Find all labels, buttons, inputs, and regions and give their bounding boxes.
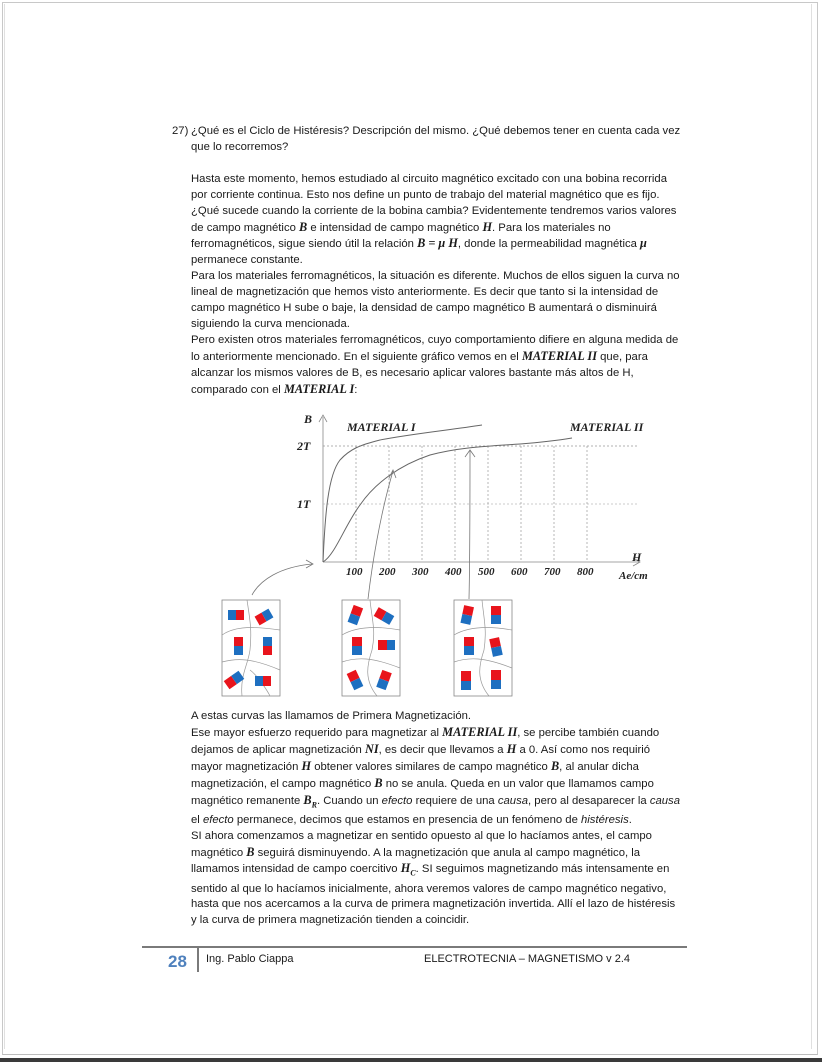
question-text: ¿Qué es el Ciclo de Histéresis? Descripción del mismo. ¿Qué debemos tener en cuenta cada vez que lo recorremos? bbox=[191, 125, 681, 153]
svg-text:200: 200 bbox=[379, 566, 396, 578]
paragraph-2: ¿Qué sucede cuando la corriente de la bobina cambia? Evidentemente tendremos varios valores de campo magnético B e intensidad de campo magnético H. Para los materiales no ferromagnéticos, sigue siendo útil la relación B = μ H, donde la permeabilidad magnética μ permanece constante. bbox=[191, 204, 677, 267]
document-body bbox=[172, 124, 682, 399]
x-axis-label: H bbox=[632, 550, 642, 564]
y-tick-2T: 2T bbox=[297, 439, 311, 453]
svg-text:100: 100 bbox=[346, 566, 363, 578]
paragraph-1: Hasta este momento, hemos estudiado al circuito magnético excitado con una bobina recorrida por corriente continua. Esto nos define un punto de trabajo del material magnético que es fijo. bbox=[191, 172, 667, 201]
paragraph-6: Ese mayor esfuerzo requerido para magnetizar al MATERIAL II, se percibe también cuando dejamos de aplicar magnetización NI, es decir que llevamos a H a 0. Así como nos requirió mayor magnetización H obtener valores similares de campo magnético B, al anular dicha magnetización, el campo magnético B no se anula. Queda en un valor que llamamos campo magnético remanente $B_R$. Cuando un efecto requiere de una causa, pero al desaparecer la causa el efecto permanece, decimos que estamos en presencia de un fenómeno de histéresis. bbox=[191, 724, 680, 826]
paragraph-3: Para los materiales ferromagnéticos, la situación es diferente. Muchos de ellos siguen la curva no lineal de magnetización que hemos visto anteriormente. Es decir que tanto si la intensidad de campo magnético H sube o baje, la densidad de campo magnético B aumentará o disminuirá siguiendo la curva mencionada. bbox=[191, 270, 680, 330]
svg-text:600: 600 bbox=[511, 566, 528, 578]
svg-text:700: 700 bbox=[544, 566, 561, 578]
y-axis-label: B bbox=[304, 412, 313, 426]
svg-text:500: 500 bbox=[478, 566, 495, 578]
question-heading bbox=[172, 124, 682, 156]
window-bottom-edge bbox=[0, 1058, 822, 1062]
svg-text:400: 400 bbox=[445, 566, 462, 578]
material-ii-label: MATERIAL II bbox=[570, 420, 644, 434]
page-footer bbox=[142, 948, 687, 972]
y-tick-1T: 1T bbox=[297, 497, 311, 511]
svg-text:800: 800 bbox=[577, 566, 594, 578]
document-body-continued bbox=[172, 709, 682, 929]
material-i-label: MATERIAL I bbox=[347, 420, 416, 434]
footer-document-title: ELECTROTECNIA – MAGNETISMO v 2.4 bbox=[424, 953, 630, 965]
domain-panel-random bbox=[222, 600, 280, 696]
domain-panel-aligned bbox=[454, 600, 512, 696]
svg-text:300: 300 bbox=[412, 566, 429, 578]
magnetization-figure bbox=[200, 405, 680, 705]
domain-panel-partial bbox=[342, 600, 400, 696]
question-number: 27) bbox=[172, 125, 189, 137]
footer-separator bbox=[197, 948, 199, 972]
page-number: 28 bbox=[168, 952, 187, 971]
x-axis-unit: Ae/cm bbox=[619, 570, 648, 582]
paragraph-5: A estas curvas las llamamos de Primera Magnetización. bbox=[191, 710, 472, 722]
footer-author: Ing. Pablo Ciappa bbox=[206, 953, 294, 965]
paragraph-7: SI ahora comenzamos a magnetizar en sentido opuesto al que lo hacíamos antes, el campo magnético B seguirá disminuyendo. A la magnetización que anula al campo magnético, la llamamos intensidad de campo coercitivo $H_C$. SI seguimos magnetizando más intensamente en sentido al que lo hacíamos inicialmente, ahora veremos valores de campo magnético negativo, hasta que nos acercamos a la curva de primera magnetización invertida. Allí el lazo de histéresis y la curva de primera magnetización tienden a coincidir. bbox=[191, 829, 676, 927]
magnetization-curves-chart bbox=[200, 405, 680, 705]
paragraph-4: Pero existen otros materiales ferromagnéticos, cuyo comportamiento difiere en alguna medida de lo anteriormente mencionado. En el siguiente gráfico vemos en el MATERIAL II que, para alcanzar los mismos valores de B, es necesario aplicar valores bastante más altos de H, comparado con el MATERIAL I: bbox=[191, 333, 679, 396]
